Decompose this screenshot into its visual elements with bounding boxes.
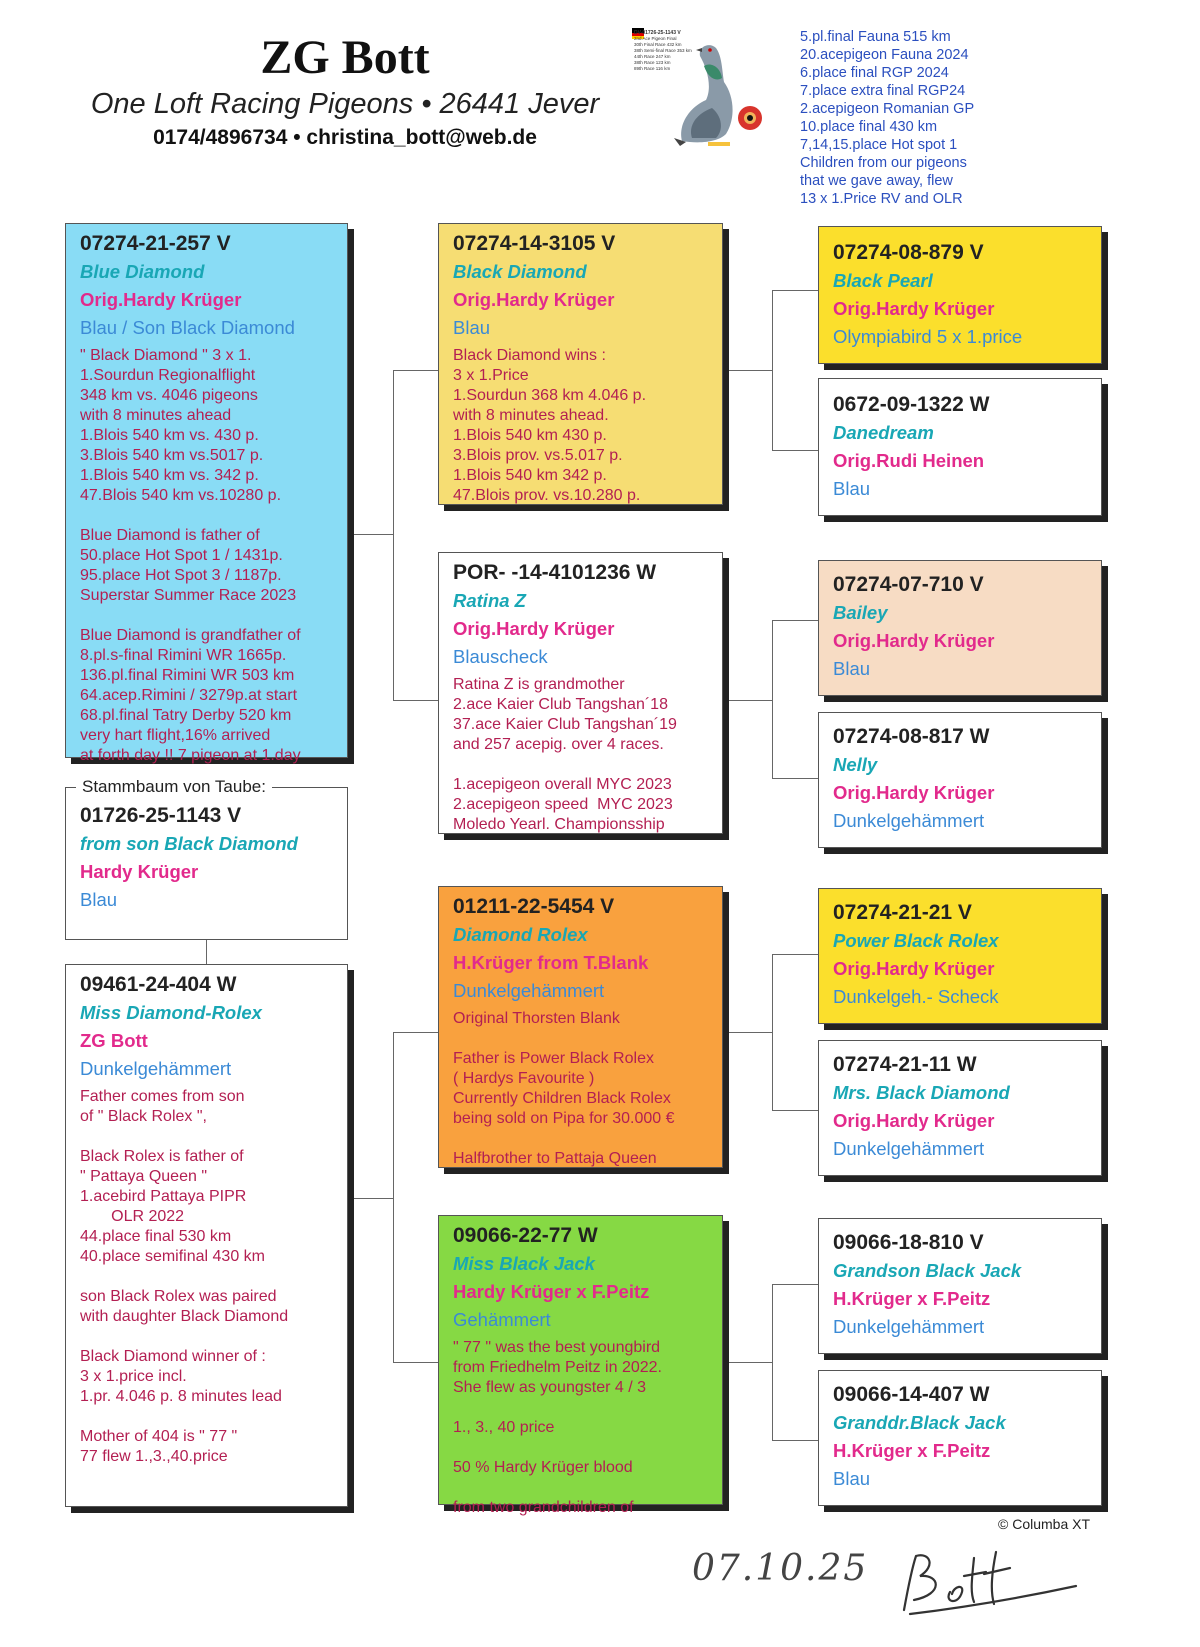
breeder: Orig.Hardy Krüger <box>833 298 995 319</box>
breeder: Orig.Rudi Heinen <box>833 450 985 471</box>
results-item: 6.place final RGP 2024 <box>800 65 949 81</box>
contact-info: 0174/4896734 • christina_bott@web.de <box>153 126 537 149</box>
pigeon-name: from son Black Diamond <box>80 833 298 854</box>
ring-number: 07274-21-11 W <box>833 1053 977 1076</box>
ring-number: 07274-21-21 V <box>833 901 972 924</box>
connector-line <box>206 940 207 964</box>
connector-line <box>772 290 773 450</box>
breeder: Orig.Hardy Krüger <box>453 618 615 639</box>
thumbnail-code: DV-01726-25-1143 V <box>634 30 681 36</box>
results-item: 2.acepigeon Romanian GP <box>800 101 975 117</box>
father-card <box>65 223 348 764</box>
results-item: 20.acepigeon Fauna 2024 <box>800 47 969 63</box>
connector-line <box>350 1198 394 1199</box>
maternal-grandmother-card <box>438 1215 723 1516</box>
breeder: Orig.Hardy Krüger <box>833 1110 995 1131</box>
pigeon-name: Miss Black Jack <box>453 1253 595 1274</box>
connector-line <box>772 1284 818 1285</box>
pigeon-color: Blauscheck <box>453 646 548 667</box>
great-grandparent-card <box>818 888 1102 1024</box>
breeder: H.Krüger x F.Peitz <box>833 1440 991 1461</box>
breeder: Orig.Hardy Krüger <box>833 630 995 651</box>
pigeon-name: Miss Diamond-Rolex <box>80 1002 262 1023</box>
connector-line <box>393 700 438 701</box>
connector-line <box>393 370 394 700</box>
pigeon-color: Blau / Son Black Diamond <box>80 317 295 338</box>
connector-line <box>723 700 773 701</box>
connector-line <box>393 1362 438 1363</box>
pigeon-color: Olympiabird 5 x 1.price <box>833 326 1023 347</box>
great-grandparent-card <box>818 560 1102 696</box>
pigeon-name: Bailey <box>833 602 888 623</box>
paternal-grandmother-card <box>438 552 723 834</box>
pigeon-color: Blau <box>833 1468 871 1489</box>
pigeon-notes: " 77 " was the best youngbird from Friedhelm Peitz in 2022. She flew as youngster 4 / 3 1., 3., 40 price 50 % Hardy Krüger blood from two grandchildren of <box>453 1339 662 1516</box>
results-list <box>800 28 1130 208</box>
connector-line <box>723 1362 773 1363</box>
breeder: Orig.Hardy Krüger <box>833 782 995 803</box>
subject-card <box>65 787 348 940</box>
thumbnail-line: 38th Semi-final Race 353 km <box>634 48 692 53</box>
thumbnail-line: 38th Race 123 km <box>634 60 671 65</box>
connector-line <box>772 450 818 451</box>
great-grandparent-card <box>818 1370 1102 1506</box>
ring-number: 09066-14-407 W <box>833 1383 990 1406</box>
pigeon-color: Blau <box>453 317 491 338</box>
connector-line <box>772 1110 818 1111</box>
ring-number: 09066-18-810 V <box>833 1231 984 1254</box>
paternal-grandfather-card <box>438 223 723 505</box>
connector-line <box>772 1440 818 1441</box>
pigeon-color: Dunkelgehämmert <box>833 810 985 831</box>
great-grandparent-card <box>818 712 1102 848</box>
pigeon-color: Gehämmert <box>453 1309 551 1330</box>
connector-line <box>723 1032 773 1033</box>
pigeon-color: Dunkelgehämmert <box>453 980 605 1001</box>
pigeon-color: Blau <box>833 478 871 499</box>
pigeon-color: Blau <box>80 889 118 910</box>
breeder: H.Krüger from T.Blank <box>453 952 649 973</box>
thumbnail-text <box>634 30 724 72</box>
connector-line <box>393 1032 394 1362</box>
connector-line <box>772 620 773 778</box>
pigeon-color: Dunkelgeh.- Scheck <box>833 986 999 1007</box>
results-item: 7.place extra final RGP24 <box>800 83 966 99</box>
pigeon-name: Nelly <box>833 754 878 775</box>
ring-number: 07274-08-879 V <box>833 241 984 264</box>
pigeon-name: Black Diamond <box>453 261 587 282</box>
connector-line <box>350 534 394 535</box>
ring-number: 09066-22-77 W <box>453 1224 598 1247</box>
handwritten-signature-icon <box>900 1548 1080 1618</box>
connector-line <box>772 620 818 621</box>
ring-number: 07274-14-3105 V <box>453 232 616 255</box>
connector-line <box>772 954 773 1110</box>
connector-line <box>772 290 818 291</box>
breeder: ZG Bott <box>80 1030 148 1051</box>
ring-number: 01211-22-5454 V <box>453 895 615 918</box>
results-item: Children from our pigeons <box>800 155 967 171</box>
pigeon-name: Mrs. Black Diamond <box>833 1082 1010 1103</box>
connector-line <box>723 370 773 371</box>
great-grandparent-card <box>818 1218 1102 1354</box>
results-item: 5.pl.final Fauna 515 km <box>800 29 951 45</box>
thumbnail-line: 44th Race 247 km <box>634 54 671 59</box>
pigeon-name: Black Pearl <box>833 270 933 291</box>
breeder: Orig.Hardy Krüger <box>80 289 242 310</box>
connector-line <box>393 1032 438 1033</box>
mother-card <box>65 964 348 1507</box>
pigeon-notes: Ratina Z is grandmother 2.ace Kaier Club Tangshan´18 37.ace Kaier Club Tangshan´19 and 257 acepig. over 4 races. 1.acepigeon overall MYC 2023 2.acepigeon speed MYC 2023 Moledo Yearl. Championsship <box>453 676 677 833</box>
page-title: ZG Bott <box>260 31 430 84</box>
pigeon-notes: Father comes from son of " Black Rolex ", Black Rolex is father of " Pattaya Queen " 1.acebird Pattaya PIPR OLR 2022 44.place final 530 km 40.place semifinal 430 km son Black Rolex was paired with daughter Black Diamond Black Diamond winner of : 3 x 1.price incl. 1.pr. 4.046 p. 8 minutes lead Mother of 404 is " 77 " 77 flew 1.,3.,40.price <box>80 1088 289 1465</box>
great-grandparent-card <box>818 226 1102 364</box>
page-subtitle: One Loft Racing Pigeons • 26441 Jever <box>90 88 600 120</box>
pigeon-name: Ratina Z <box>453 590 526 611</box>
pedigree-legend: Stammbaum von Taube: <box>76 777 272 797</box>
results-item: that we gave away, flew <box>800 173 953 189</box>
pigeon-color: Dunkelgehämmert <box>833 1316 985 1337</box>
signature-date: 07.10.25 <box>692 1548 869 1589</box>
pigeon-name: Granddr.Black Jack <box>833 1412 1006 1433</box>
thumbnail-line: 2nd Ace Pigeon Final <box>634 36 677 41</box>
ring-number: 0672-09-1322 W <box>833 393 990 416</box>
pigeon-name: Grandson Black Jack <box>833 1260 1022 1281</box>
connector-line <box>772 778 818 779</box>
results-item: 7,14,15.place Hot spot 1 <box>800 137 958 153</box>
thumbnail-line: 30th Final Race 432 km <box>634 42 682 47</box>
connector-line <box>772 954 818 955</box>
maternal-grandfather-card <box>438 886 723 1168</box>
ring-number: 07274-08-817 W <box>833 725 990 748</box>
pigeon-name: Diamond Rolex <box>453 924 588 945</box>
breeder: Hardy Krüger <box>80 861 199 882</box>
pigeon-name: Power Black Rolex <box>833 930 999 951</box>
results-item: 10.place final 430 km <box>800 119 938 135</box>
breeder: Hardy Krüger x F.Peitz <box>453 1281 650 1302</box>
copyright: © Columba XT <box>998 1516 1091 1532</box>
pigeon-notes: Black Diamond wins : 3 x 1.Price 1.Sourdun 368 km 4.046 p. with 8 minutes ahead. 1.Blois 540 km 430 p. 3.Blois prov. vs.5.017 p. 1.Blois 540 km 342 p. 47.Blois prov. vs.10.280 p. <box>453 347 647 504</box>
breeder: H.Krüger x F.Peitz <box>833 1288 991 1309</box>
ring-number: 07274-07-710 V <box>833 573 984 596</box>
great-grandparent-card <box>818 1040 1102 1176</box>
pigeon-name: Danedream <box>833 422 934 443</box>
great-grandparent-card <box>818 378 1102 516</box>
breeder: Orig.Hardy Krüger <box>833 958 995 979</box>
pigeon-name: Blue Diamond <box>80 261 205 282</box>
ring-number: 07274-21-257 V <box>80 232 231 255</box>
ring-number: POR- -14-4101236 W <box>453 561 657 584</box>
pigeon-color: Dunkelgehämmert <box>833 1138 985 1159</box>
pigeon-color: Dunkelgehämmert <box>80 1058 232 1079</box>
ring-number: 01726-25-1143 V <box>80 804 242 827</box>
breeder: Orig.Hardy Krüger <box>453 289 615 310</box>
results-item: 13 x 1.Price RV and OLR <box>800 191 963 207</box>
thumbnail-line: 89th Race 116 km <box>634 66 671 71</box>
pigeon-notes: Original Thorsten Blank Father is Power Black Rolex ( Hardys Favourite ) Currently Children Black Rolex being sold on Pipa for 30.000 € Halfbrother to Pattaja Queen <box>453 1010 675 1167</box>
connector-line <box>772 1284 773 1440</box>
ring-number: 09461-24-404 W <box>80 973 237 996</box>
pigeon-notes: " Black Diamond " 3 x 1. 1.Sourdun Regionalflight 348 km vs. 4046 pigeons with 8 minutes ahead 1.Blois 540 km vs. 430 p. 3.Blois 540 km vs.5017 p. 1.Blois 540 km vs. 342 p. 47.Blois 540 km vs.10280 p. Blue Diamond is father of 50.place Hot Spot 1 / 1431p. 95.place Hot Spot 3 / 1187p. Superstar Summer Race 2023 Blue Diamond is grandfather of 8.pl.s-final Rimini WR 1665p. 136.pl.final Rimini WR 503 km 64.acep.Rimini / 3279p.at start 68.pl.final Tatry Derby 520 km very hart flight,16% arrived at forth day !! 7 pigeon at 1.day <box>80 347 301 764</box>
connector-line <box>393 370 438 371</box>
pigeon-color: Blau <box>833 658 871 679</box>
